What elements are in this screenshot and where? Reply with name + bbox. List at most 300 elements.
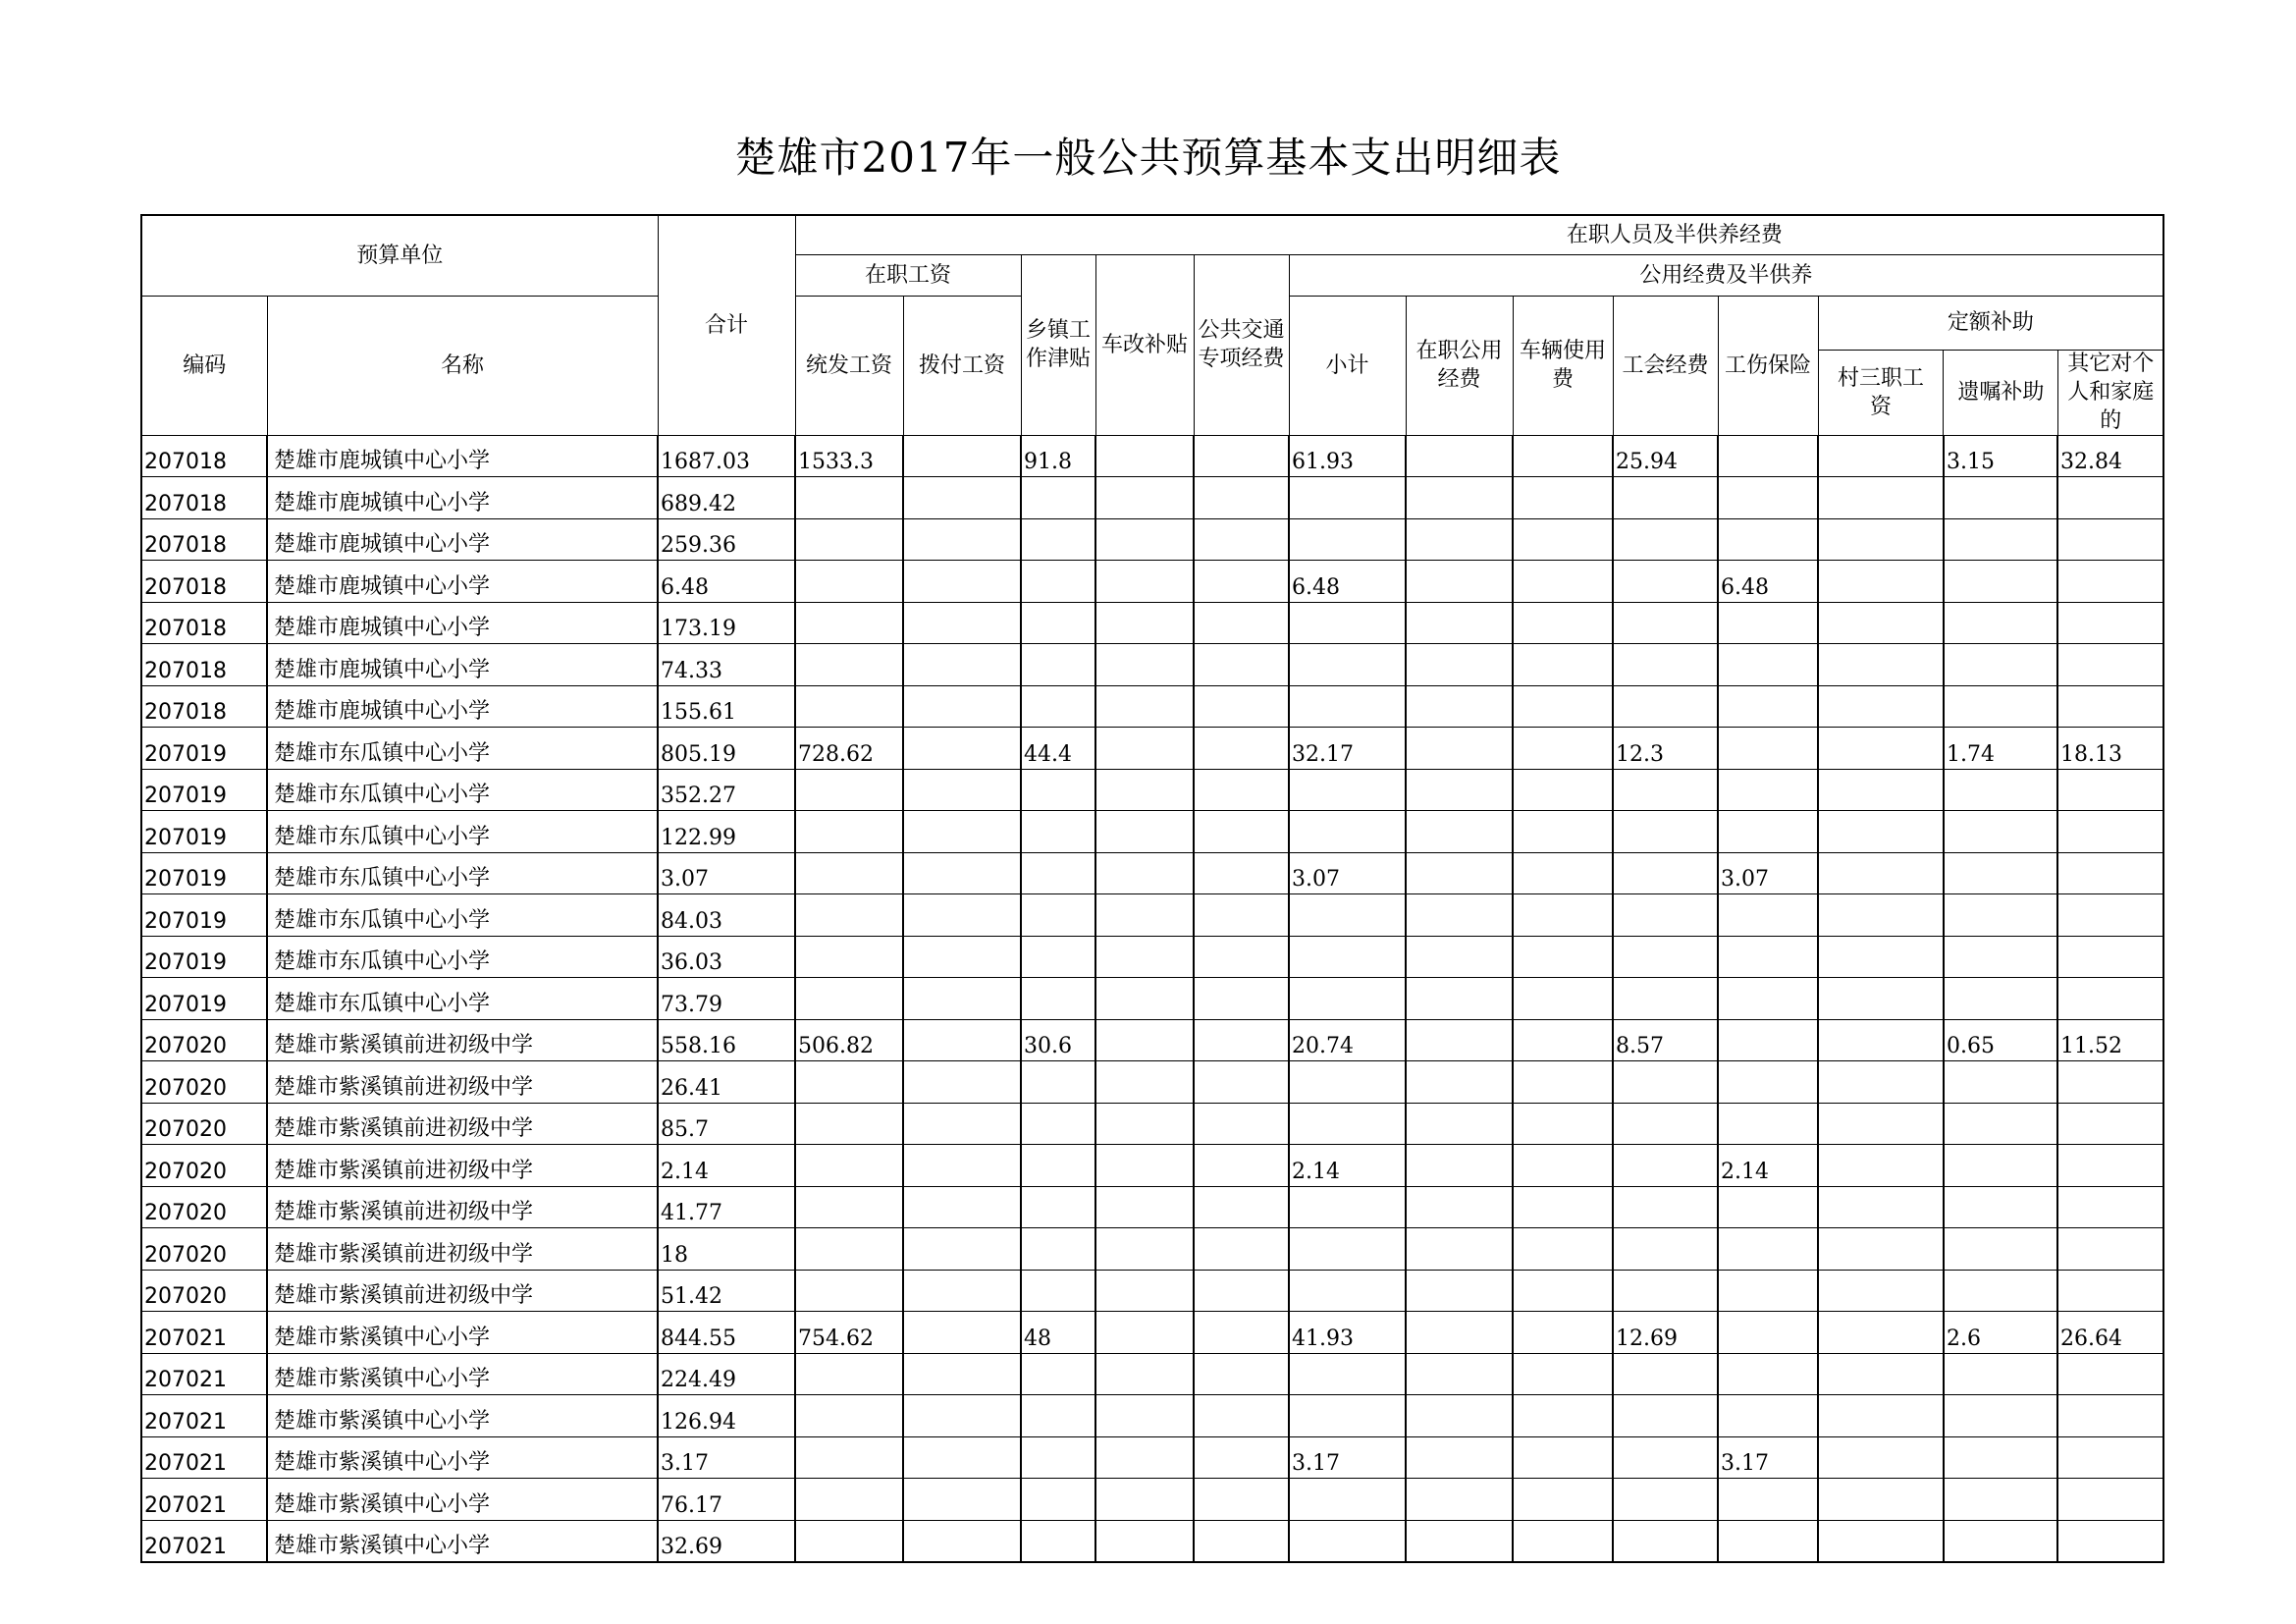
cell-unified <box>795 852 903 894</box>
cell-township <box>1021 1479 1095 1521</box>
cell-bequest <box>1944 769 2057 811</box>
cell-code: 207021 <box>141 1395 267 1437</box>
cell-total: 259.36 <box>658 518 795 561</box>
cell-unified <box>795 1061 903 1104</box>
budget-table <box>140 214 2164 1563</box>
cell-union: 25.94 <box>1613 435 1718 477</box>
cell-transport <box>1194 602 1289 644</box>
header-township-allowance: 乡镇工作津贴 <box>1021 254 1095 435</box>
header-vehicle: 车辆使用费 <box>1513 296 1613 435</box>
cell-vehicle <box>1513 1145 1613 1187</box>
cell-transport <box>1194 1479 1289 1521</box>
cell-unified <box>795 936 903 978</box>
cell-injury <box>1718 1479 1818 1521</box>
cell-village <box>1818 1520 1944 1562</box>
cell-injury <box>1718 978 1818 1020</box>
cell-union <box>1613 1520 1718 1562</box>
cell-other <box>2057 1353 2163 1395</box>
cell-car <box>1095 477 1194 519</box>
cell-allocated <box>903 852 1021 894</box>
cell-transport <box>1194 1436 1289 1479</box>
cell-code: 207020 <box>141 1061 267 1104</box>
cell-staff-public <box>1406 1520 1513 1562</box>
table-row <box>141 769 2163 811</box>
cell-township <box>1021 644 1095 686</box>
table-body <box>141 435 2163 1562</box>
table-row <box>141 1019 2163 1061</box>
cell-car <box>1095 685 1194 728</box>
cell-subtotal <box>1289 1186 1406 1228</box>
cell-village <box>1818 728 1944 770</box>
cell-code: 207020 <box>141 1103 267 1145</box>
cell-injury <box>1718 1312 1818 1354</box>
cell-subtotal: 20.74 <box>1289 1019 1406 1061</box>
cell-other <box>2057 894 2163 937</box>
cell-code: 207019 <box>141 978 267 1020</box>
cell-township <box>1021 1061 1095 1104</box>
cell-vehicle <box>1513 1395 1613 1437</box>
cell-bequest <box>1944 1145 2057 1187</box>
cell-total: 844.55 <box>658 1312 795 1354</box>
cell-unified <box>795 1270 903 1312</box>
cell-bequest <box>1944 1436 2057 1479</box>
cell-name: 楚雄市鹿城镇中心小学 <box>267 644 658 686</box>
cell-bequest <box>1944 978 2057 1020</box>
cell-total: 122.99 <box>658 811 795 853</box>
cell-vehicle <box>1513 811 1613 853</box>
cell-subtotal <box>1289 518 1406 561</box>
cell-subtotal: 41.93 <box>1289 1312 1406 1354</box>
cell-allocated <box>903 1436 1021 1479</box>
cell-allocated <box>903 978 1021 1020</box>
table-row <box>141 477 2163 519</box>
cell-code: 207019 <box>141 811 267 853</box>
cell-village <box>1818 978 1944 1020</box>
cell-vehicle <box>1513 1228 1613 1271</box>
cell-transport <box>1194 1145 1289 1187</box>
table-row <box>141 728 2163 770</box>
cell-unified <box>795 1353 903 1395</box>
cell-township <box>1021 978 1095 1020</box>
cell-other <box>2057 518 2163 561</box>
cell-vehicle <box>1513 1019 1613 1061</box>
cell-bequest <box>1944 894 2057 937</box>
cell-total: 76.17 <box>658 1479 795 1521</box>
cell-bequest <box>1944 1228 2057 1271</box>
cell-injury <box>1718 936 1818 978</box>
cell-code: 207019 <box>141 728 267 770</box>
cell-total: 155.61 <box>658 685 795 728</box>
cell-vehicle <box>1513 685 1613 728</box>
cell-village <box>1818 602 1944 644</box>
cell-village <box>1818 894 1944 937</box>
header-injury: 工伤保险 <box>1718 296 1818 435</box>
cell-other <box>2057 1479 2163 1521</box>
cell-allocated <box>903 477 1021 519</box>
cell-subtotal: 32.17 <box>1289 728 1406 770</box>
cell-other: 11.52 <box>2057 1019 2163 1061</box>
cell-township <box>1021 936 1095 978</box>
cell-injury: 2.14 <box>1718 1145 1818 1187</box>
header-name: 名称 <box>267 296 658 435</box>
cell-code: 207021 <box>141 1312 267 1354</box>
cell-union <box>1613 1061 1718 1104</box>
cell-union <box>1613 936 1718 978</box>
cell-injury <box>1718 435 1818 477</box>
cell-staff-public <box>1406 685 1513 728</box>
table-row <box>141 1186 2163 1228</box>
cell-bequest: 1.74 <box>1944 728 2057 770</box>
cell-other: 26.64 <box>2057 1312 2163 1354</box>
cell-allocated <box>903 518 1021 561</box>
cell-other <box>2057 811 2163 853</box>
cell-other <box>2057 644 2163 686</box>
cell-injury <box>1718 769 1818 811</box>
cell-bequest <box>1944 685 2057 728</box>
cell-injury <box>1718 1520 1818 1562</box>
cell-union <box>1613 561 1718 603</box>
cell-transport <box>1194 1186 1289 1228</box>
header-subtotal: 小计 <box>1289 296 1406 435</box>
cell-code: 207018 <box>141 518 267 561</box>
cell-unified <box>795 1145 903 1187</box>
cell-name: 楚雄市紫溪镇中心小学 <box>267 1436 658 1479</box>
cell-subtotal <box>1289 1103 1406 1145</box>
cell-township <box>1021 1186 1095 1228</box>
header-village-three: 村三职工资 <box>1819 351 1945 435</box>
cell-name: 楚雄市东瓜镇中心小学 <box>267 978 658 1020</box>
cell-allocated <box>903 1353 1021 1395</box>
cell-subtotal <box>1289 644 1406 686</box>
cell-township <box>1021 518 1095 561</box>
header-unified-salary: 统发工资 <box>795 296 903 435</box>
table-row <box>141 1395 2163 1437</box>
header-staff-public: 在职公用经费 <box>1406 296 1513 435</box>
cell-other <box>2057 1270 2163 1312</box>
cell-code: 207021 <box>141 1479 267 1521</box>
cell-car <box>1095 561 1194 603</box>
cell-village <box>1818 1061 1944 1104</box>
cell-other <box>2057 477 2163 519</box>
cell-township <box>1021 1145 1095 1187</box>
cell-allocated <box>903 1520 1021 1562</box>
cell-unified: 754.62 <box>795 1312 903 1354</box>
cell-village <box>1818 1103 1944 1145</box>
cell-transport <box>1194 518 1289 561</box>
page-title: 楚雄市2017年一般公共预算基本支出明细表 <box>734 134 1562 182</box>
cell-union <box>1613 602 1718 644</box>
cell-unified <box>795 477 903 519</box>
cell-transport <box>1194 1019 1289 1061</box>
cell-vehicle <box>1513 1061 1613 1104</box>
table-row <box>141 1228 2163 1271</box>
cell-staff-public <box>1406 1145 1513 1187</box>
cell-staff-public <box>1406 769 1513 811</box>
table-row <box>141 894 2163 937</box>
cell-injury <box>1718 1228 1818 1271</box>
cell-bequest <box>1944 852 2057 894</box>
cell-allocated <box>903 602 1021 644</box>
cell-allocated <box>903 1061 1021 1104</box>
cell-car <box>1095 1479 1194 1521</box>
header-union: 工会经费 <box>1613 296 1718 435</box>
table-row <box>141 936 2163 978</box>
cell-bequest <box>1944 644 2057 686</box>
table-row <box>141 1479 2163 1521</box>
cell-unified <box>795 602 903 644</box>
cell-village <box>1818 518 1944 561</box>
cell-vehicle <box>1513 435 1613 477</box>
cell-name: 楚雄市紫溪镇前进初级中学 <box>267 1061 658 1104</box>
cell-car <box>1095 644 1194 686</box>
cell-code: 207020 <box>141 1019 267 1061</box>
cell-subtotal <box>1289 685 1406 728</box>
cell-total: 1687.03 <box>658 435 795 477</box>
cell-car <box>1095 769 1194 811</box>
cell-bequest: 0.65 <box>1944 1019 2057 1061</box>
cell-code: 207018 <box>141 477 267 519</box>
cell-village <box>1818 1019 1944 1061</box>
table-header <box>141 215 2163 435</box>
cell-transport <box>1194 685 1289 728</box>
cell-transport <box>1194 936 1289 978</box>
header-public-transport: 公共交通专项经费 <box>1194 254 1289 435</box>
cell-code: 207020 <box>141 1145 267 1187</box>
table-row <box>141 685 2163 728</box>
cell-vehicle <box>1513 852 1613 894</box>
cell-code: 207018 <box>141 561 267 603</box>
cell-bequest <box>1944 1479 2057 1521</box>
cell-total: 84.03 <box>658 894 795 937</box>
header-public-group: 公用经费及半供养 <box>1289 254 2163 296</box>
cell-union <box>1613 1186 1718 1228</box>
header-code: 编码 <box>141 296 267 435</box>
cell-staff-public <box>1406 561 1513 603</box>
cell-bequest <box>1944 1395 2057 1437</box>
cell-name: 楚雄市紫溪镇前进初级中学 <box>267 1270 658 1312</box>
cell-union <box>1613 811 1718 853</box>
cell-township <box>1021 561 1095 603</box>
cell-unified <box>795 518 903 561</box>
cell-bequest: 3.15 <box>1944 435 2057 477</box>
cell-unified <box>795 1479 903 1521</box>
cell-name: 楚雄市紫溪镇中心小学 <box>267 1353 658 1395</box>
cell-staff-public <box>1406 644 1513 686</box>
cell-bequest <box>1944 1270 2057 1312</box>
cell-staff-public <box>1406 1103 1513 1145</box>
cell-transport <box>1194 1228 1289 1271</box>
cell-vehicle <box>1513 1312 1613 1354</box>
cell-car <box>1095 1061 1194 1104</box>
cell-vehicle <box>1513 1103 1613 1145</box>
cell-township <box>1021 1270 1095 1312</box>
cell-staff-public <box>1406 1270 1513 1312</box>
cell-unified <box>795 1520 903 1562</box>
cell-village <box>1818 811 1944 853</box>
cell-allocated <box>903 1228 1021 1271</box>
cell-vehicle <box>1513 769 1613 811</box>
cell-other <box>2057 1061 2163 1104</box>
cell-total: 3.07 <box>658 852 795 894</box>
header-quota-block <box>1818 296 2163 435</box>
cell-car <box>1095 1145 1194 1187</box>
cell-injury <box>1718 811 1818 853</box>
cell-vehicle <box>1513 978 1613 1020</box>
table-row <box>141 1103 2163 1145</box>
cell-other: 32.84 <box>2057 435 2163 477</box>
cell-staff-public <box>1406 1479 1513 1521</box>
cell-injury <box>1718 477 1818 519</box>
cell-staff-public <box>1406 1353 1513 1395</box>
cell-injury <box>1718 1395 1818 1437</box>
cell-transport <box>1194 852 1289 894</box>
table-row <box>141 1145 2163 1187</box>
cell-name: 楚雄市鹿城镇中心小学 <box>267 602 658 644</box>
cell-vehicle <box>1513 936 1613 978</box>
cell-vehicle <box>1513 561 1613 603</box>
cell-name: 楚雄市东瓜镇中心小学 <box>267 769 658 811</box>
cell-injury <box>1718 685 1818 728</box>
cell-subtotal <box>1289 1520 1406 1562</box>
cell-other <box>2057 561 2163 603</box>
header-staff-group: 在职人员及半供养经费 <box>795 215 2163 254</box>
cell-staff-public <box>1406 435 1513 477</box>
cell-total: 689.42 <box>658 477 795 519</box>
cell-village <box>1818 644 1944 686</box>
cell-total: 224.49 <box>658 1353 795 1395</box>
cell-name: 楚雄市紫溪镇中心小学 <box>267 1395 658 1437</box>
cell-name: 楚雄市东瓜镇中心小学 <box>267 811 658 853</box>
cell-code: 207018 <box>141 602 267 644</box>
cell-injury <box>1718 1103 1818 1145</box>
cell-code: 207019 <box>141 852 267 894</box>
cell-village <box>1818 852 1944 894</box>
cell-subtotal <box>1289 602 1406 644</box>
cell-transport <box>1194 1312 1289 1354</box>
cell-village <box>1818 1186 1944 1228</box>
cell-staff-public <box>1406 602 1513 644</box>
cell-name: 楚雄市东瓜镇中心小学 <box>267 728 658 770</box>
cell-name: 楚雄市东瓜镇中心小学 <box>267 936 658 978</box>
table-row <box>141 602 2163 644</box>
cell-vehicle <box>1513 1270 1613 1312</box>
cell-injury <box>1718 518 1818 561</box>
table-row <box>141 1436 2163 1479</box>
cell-village <box>1818 435 1944 477</box>
cell-village <box>1818 685 1944 728</box>
cell-code: 207018 <box>141 435 267 477</box>
cell-staff-public <box>1406 477 1513 519</box>
cell-subtotal <box>1289 1353 1406 1395</box>
header-quota-group: 定额补助 <box>1819 297 2163 351</box>
cell-bequest <box>1944 1353 2057 1395</box>
cell-code: 207019 <box>141 894 267 937</box>
cell-other <box>2057 852 2163 894</box>
cell-code: 207018 <box>141 685 267 728</box>
cell-subtotal: 2.14 <box>1289 1145 1406 1187</box>
cell-subtotal <box>1289 1228 1406 1271</box>
cell-injury <box>1718 728 1818 770</box>
cell-other <box>2057 1186 2163 1228</box>
cell-staff-public <box>1406 728 1513 770</box>
cell-union: 12.69 <box>1613 1312 1718 1354</box>
cell-car <box>1095 518 1194 561</box>
cell-union: 12.3 <box>1613 728 1718 770</box>
cell-unified <box>795 561 903 603</box>
cell-unified <box>795 978 903 1020</box>
cell-union <box>1613 852 1718 894</box>
cell-unified <box>795 1436 903 1479</box>
cell-union <box>1613 685 1718 728</box>
cell-union <box>1613 1353 1718 1395</box>
table-row <box>141 561 2163 603</box>
cell-union <box>1613 894 1718 937</box>
header-car-reform: 车改补贴 <box>1095 254 1194 435</box>
header-allocated-salary: 拨付工资 <box>903 296 1021 435</box>
cell-total: 85.7 <box>658 1103 795 1145</box>
cell-township: 48 <box>1021 1312 1095 1354</box>
cell-transport <box>1194 728 1289 770</box>
cell-allocated <box>903 1019 1021 1061</box>
cell-township <box>1021 1353 1095 1395</box>
cell-other <box>2057 602 2163 644</box>
cell-transport <box>1194 561 1289 603</box>
cell-name: 楚雄市紫溪镇前进初级中学 <box>267 1228 658 1271</box>
cell-unified <box>795 1228 903 1271</box>
table-row <box>141 644 2163 686</box>
cell-subtotal <box>1289 1061 1406 1104</box>
cell-staff-public <box>1406 518 1513 561</box>
cell-allocated <box>903 811 1021 853</box>
table-row <box>141 435 2163 477</box>
cell-injury <box>1718 1061 1818 1104</box>
cell-car <box>1095 1103 1194 1145</box>
cell-other: 18.13 <box>2057 728 2163 770</box>
cell-total: 6.48 <box>658 561 795 603</box>
cell-transport <box>1194 769 1289 811</box>
cell-car <box>1095 811 1194 853</box>
cell-total: 126.94 <box>658 1395 795 1437</box>
cell-vehicle <box>1513 894 1613 937</box>
cell-village <box>1818 1145 1944 1187</box>
cell-car <box>1095 1520 1194 1562</box>
cell-union <box>1613 978 1718 1020</box>
cell-vehicle <box>1513 602 1613 644</box>
cell-total: 36.03 <box>658 936 795 978</box>
cell-total: 32.69 <box>658 1520 795 1562</box>
cell-unified <box>795 1395 903 1437</box>
cell-bequest <box>1944 936 2057 978</box>
header-bequest: 遗嘱补助 <box>1944 351 2058 435</box>
cell-allocated <box>903 685 1021 728</box>
cell-bequest <box>1944 1061 2057 1104</box>
cell-union <box>1613 1395 1718 1437</box>
cell-allocated <box>903 561 1021 603</box>
cell-staff-public <box>1406 1186 1513 1228</box>
cell-township: 30.6 <box>1021 1019 1095 1061</box>
cell-name: 楚雄市鹿城镇中心小学 <box>267 561 658 603</box>
cell-transport <box>1194 811 1289 853</box>
cell-subtotal: 3.17 <box>1289 1436 1406 1479</box>
header-other-personal: 其它对个人和家庭的 <box>2067 352 2155 433</box>
cell-township: 44.4 <box>1021 728 1095 770</box>
cell-subtotal <box>1289 769 1406 811</box>
cell-township <box>1021 1395 1095 1437</box>
cell-vehicle <box>1513 1479 1613 1521</box>
cell-subtotal: 6.48 <box>1289 561 1406 603</box>
cell-staff-public <box>1406 936 1513 978</box>
cell-unified <box>795 1103 903 1145</box>
